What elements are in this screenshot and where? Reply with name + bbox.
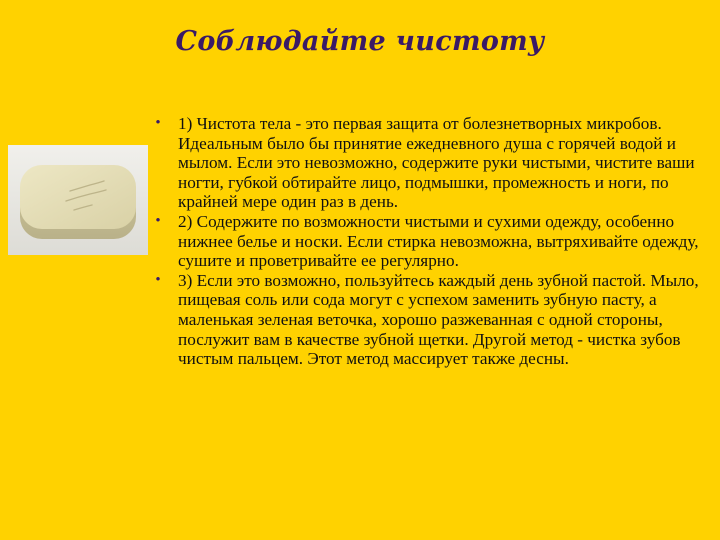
soap-bar-image [8,145,148,255]
bullet-item-3 [150,271,710,369]
bullet-marker: • [155,271,161,288]
bullet-text: 3) Если это возможно, пользуйтесь каждый день зубной пастой. Мыло, пищевая соль или сода могут с успехом заменить зубную пасту, а маленькая зеленая веточка, хорошо разжеванная с одной стороны, послужит вам в качестве зубной щетки. Другой метод - чистка зубов чистым пальцем. Этот метод массирует также десны. [178,270,699,369]
bullet-list [150,114,710,369]
bullet-marker: • [155,212,161,229]
slide-title: Соблюдайте чистоту [175,26,545,57]
soap-bar-icon [8,145,148,255]
bullet-item-2 [150,212,710,271]
bullet-text: 2) Содержите по возможности чистыми и сухими одежду, особенно нижнее белье и носки. Если стирка невозможна, вытряхивайте одежду, сушите и проветривайте ее регулярно. [178,211,699,271]
bullet-marker: • [155,115,161,131]
bullet-item-1 [150,114,710,212]
bullet-text: 1) Чистота тела - это первая защита от болезнетворных микробов. Идеальным было бы принятие ежедневного душа с горячей водой и мылом. Если это невозможно, содержите руки чистыми, чистите ваши ногти, губкой обтирайте лицо, подмышки, промежность и ноги, по крайней мере один раз в день. [178,114,695,212]
